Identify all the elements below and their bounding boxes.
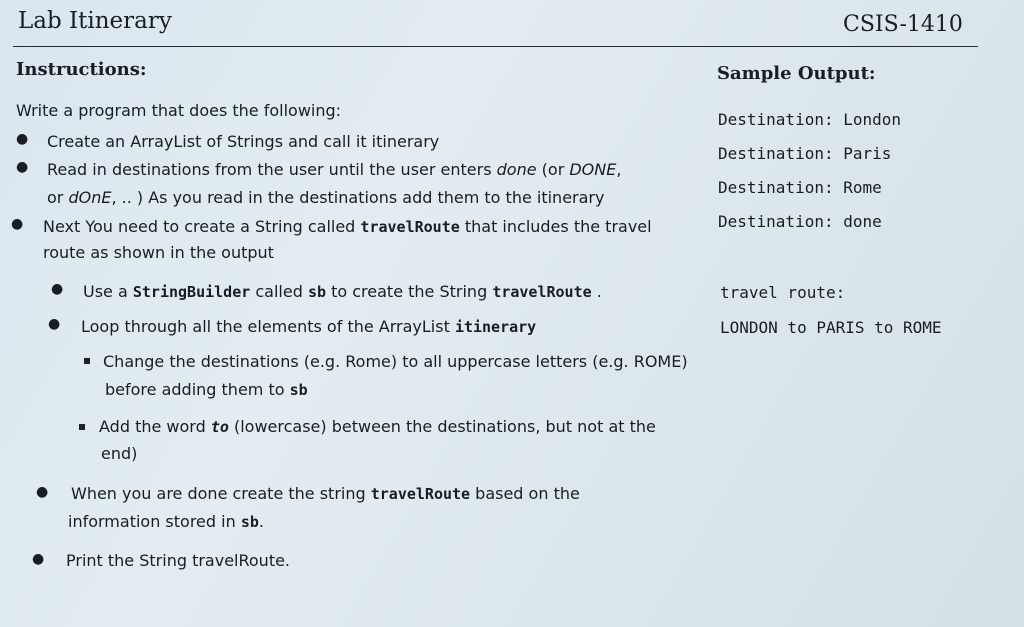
instruction-item-continued: information stored in sb.: [68, 512, 264, 531]
bullet-icon: ●: [32, 551, 45, 567]
route-label: travel route:: [720, 283, 846, 302]
instruction-item: Read in destinations from the user until the user enters done (or DONE,: [47, 160, 622, 179]
bullet-icon: ●: [36, 484, 49, 500]
instruction-item-continued: route as shown in the output: [43, 243, 274, 262]
sub-sub-instruction-item: Add the word to (lowercase) between the destinations, but not at the: [99, 417, 656, 436]
bullet-icon: ●: [51, 281, 64, 297]
instructions-heading: Instructions:: [16, 59, 147, 80]
output-line: Destination: Rome: [718, 178, 882, 197]
sub-sub-instruction-item-continued: end): [101, 444, 138, 463]
output-line: Destination: London: [718, 110, 902, 129]
instruction-item: Next You need to create a String called travelRoute that includes the travel: [43, 217, 652, 236]
page-title: Lab Itinerary: [18, 8, 172, 34]
course-code: CSIS-1410: [843, 12, 963, 37]
sub-instruction-item: Use a StringBuilder called sb to create the String travelRoute .: [83, 282, 602, 301]
route-value: LONDON to PARIS to ROME: [720, 318, 942, 337]
instruction-item: When you are done create the string travelRoute based on the: [71, 484, 580, 503]
bullet-icon: ●: [11, 216, 24, 232]
bullet-icon: ●: [48, 316, 61, 332]
bullet-icon: ●: [16, 131, 29, 147]
output-line: Destination: Paris: [718, 144, 892, 163]
sub-sub-instruction-item-continued: before adding them to sb: [105, 380, 308, 399]
instruction-item: Print the String travelRoute.: [66, 551, 291, 570]
instruction-item-continued: or dOnE, .. ) As you read in the destinations add them to the itinerary: [47, 188, 605, 207]
header-divider: [13, 46, 978, 47]
square-bullet-icon: [79, 424, 85, 430]
sample-output-heading: Sample Output:: [717, 63, 876, 84]
output-line: Destination: done: [718, 212, 882, 231]
instructions-intro: Write a program that does the following:: [16, 101, 342, 120]
sub-instruction-item: Loop through all the elements of the ArrayList itinerary: [81, 317, 537, 336]
instruction-item: Create an ArrayList of Strings and call it itinerary: [47, 132, 440, 151]
sub-sub-instruction-item: Change the destinations (e.g. Rome) to all uppercase letters (e.g. ROME): [103, 352, 688, 371]
square-bullet-icon: [84, 358, 90, 364]
bullet-icon: ●: [16, 159, 29, 175]
